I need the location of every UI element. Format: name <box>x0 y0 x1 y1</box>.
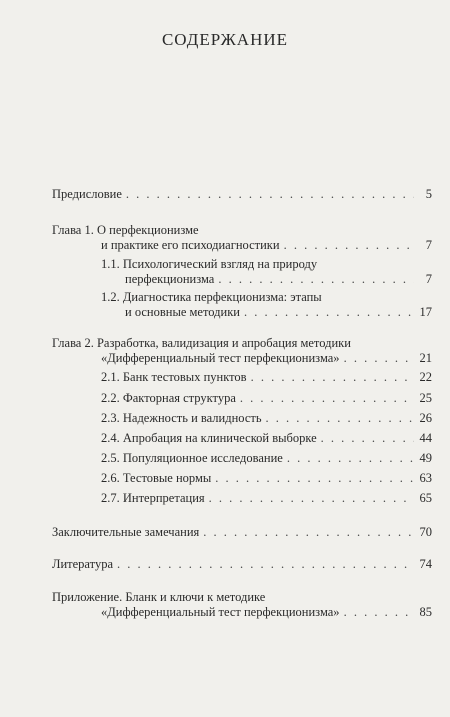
leader-dots <box>240 391 414 406</box>
page-number: 5 <box>425 187 432 201</box>
page-title: СОДЕРЖАНИЕ <box>161 30 289 49</box>
entry-text: «Дифференциальный тест перфекционизма» <box>101 605 340 619</box>
leader-dots <box>284 238 414 253</box>
page-number: 44 <box>419 431 432 445</box>
toc-entry-1-2 <box>125 305 432 320</box>
toc-entry-chapter-1 <box>101 238 432 253</box>
entry-text: Тестовые нормы <box>122 471 212 485</box>
toc-entry-1-1 <box>125 272 432 287</box>
toc-entry-chapter-2-heading <box>52 336 351 351</box>
leader-dots <box>344 605 414 620</box>
page-number: 49 <box>419 451 432 465</box>
toc-entry-appendix-heading <box>52 590 265 605</box>
entry-text: Психологический взгляд на природу <box>122 257 318 271</box>
toc-entry-2-4 <box>101 431 432 446</box>
section-number: 2.6. <box>101 471 120 485</box>
leader-dots <box>117 557 414 572</box>
leader-dots <box>251 370 414 385</box>
leader-dots <box>266 411 414 426</box>
toc-entry-chapter-2 <box>101 351 432 366</box>
page-number: 22 <box>419 370 432 384</box>
section-number: 2.4. <box>101 431 120 445</box>
entry-text: Заключительные замечания <box>52 525 200 539</box>
page-number: 74 <box>419 557 432 571</box>
entry-text: Факторная структура <box>122 391 236 405</box>
entry-text: О перфекционизме <box>96 223 199 237</box>
page-number: 85 <box>419 605 432 619</box>
section-number: 2.5. <box>101 451 120 465</box>
leader-dots <box>126 187 414 202</box>
page-number: 70 <box>419 525 432 539</box>
toc-entry-2-1 <box>101 370 432 385</box>
toc-entry-1-2-heading <box>101 290 322 305</box>
entry-text: и основные методики <box>125 305 240 319</box>
entry-text: Интерпретация <box>122 491 205 505</box>
leader-dots <box>215 471 414 486</box>
toc-entry-appendix <box>101 605 432 620</box>
section-number: 1.1. <box>101 257 120 271</box>
entry-text: Надежность и валидность <box>122 411 262 425</box>
leader-dots <box>244 305 414 320</box>
section-number: 1.2. <box>101 290 120 304</box>
toc-entry-2-7 <box>101 491 432 506</box>
toc-entry-2-6 <box>101 471 432 486</box>
chapter-label: Глава 2. <box>52 336 94 350</box>
page-number: 7 <box>425 272 432 286</box>
page-number: 26 <box>419 411 432 425</box>
entry-text: и практике его психодиагностики <box>101 238 280 252</box>
page-number: 65 <box>419 491 432 505</box>
leader-dots <box>209 491 414 506</box>
toc-entry-chapter-1-heading <box>52 223 199 238</box>
chapter-label: Глава 1. <box>52 223 94 237</box>
leader-dots <box>344 351 414 366</box>
entry-text: Литература <box>52 557 113 571</box>
leader-dots <box>321 431 414 446</box>
entry-text: Разработка, валидизация и апробация методики <box>96 336 351 350</box>
entry-text: Популяционное исследование <box>122 451 283 465</box>
page-number: 21 <box>419 351 432 365</box>
toc-entry-preface <box>52 187 432 202</box>
entry-text: «Дифференциальный тест перфекционизма» <box>101 351 340 365</box>
leader-dots <box>203 525 414 540</box>
page-number: 63 <box>419 471 432 485</box>
page-number: 17 <box>419 305 432 319</box>
page-number: 25 <box>419 391 432 405</box>
toc-entry-1-1-heading <box>101 257 317 272</box>
section-number: 2.7. <box>101 491 120 505</box>
entry-text: Апробация на клинической выборке <box>122 431 317 445</box>
page-number: 7 <box>425 238 432 252</box>
entry-text: Диагностика перфекционизма: этапы <box>122 290 322 304</box>
section-number: 2.3. <box>101 411 120 425</box>
toc-entry-literature <box>52 557 432 572</box>
entry-text: Банк тестовых пунктов <box>122 370 247 384</box>
entry-text: Приложение. Бланк и ключи к методике <box>52 590 266 604</box>
entry-text: перфекционизма <box>125 272 215 286</box>
leader-dots <box>218 272 414 287</box>
section-number: 2.1. <box>101 370 120 384</box>
section-number: 2.2. <box>101 391 120 405</box>
entry-text: Предисловие <box>52 187 122 201</box>
toc-entry-2-2 <box>101 391 432 406</box>
toc-entry-2-3 <box>101 411 432 426</box>
leader-dots <box>287 451 414 466</box>
toc-entry-2-5 <box>101 451 432 466</box>
toc-entry-conclusion <box>52 525 432 540</box>
